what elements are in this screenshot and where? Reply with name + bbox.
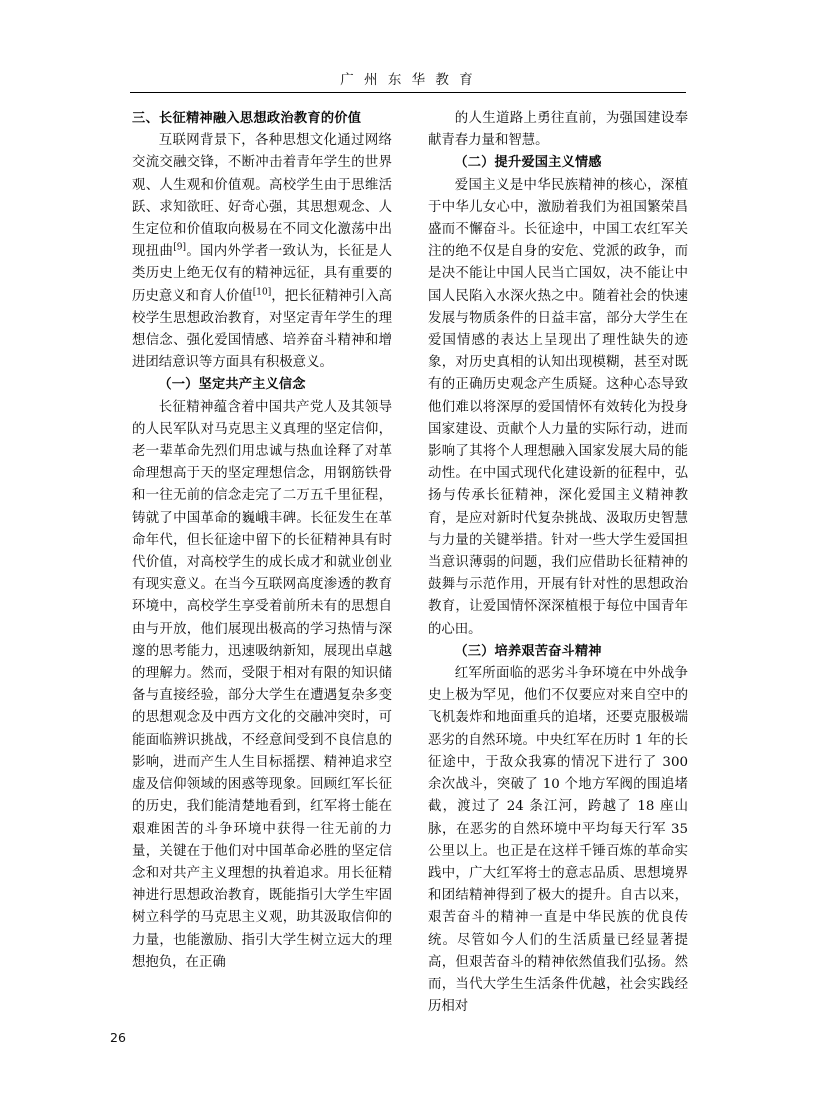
paragraph-intro bbox=[132, 130, 392, 374]
subheading-one: （一）坚定共产主义信念 bbox=[158, 377, 306, 393]
two-column-body bbox=[132, 108, 688, 1038]
page-number: 26 bbox=[110, 1030, 126, 1045]
paragraph-intro-part1: 互联网背景下，各种思想文化通过网络交流交融交锋，不断冲击着青年学生的世界观、人生观和价值观。高校学生由于思维活跃、求知欲旺、好奇心强，其思想观念、人生定位和价值取向极易在不同文化激荡中出现扭曲 bbox=[132, 133, 392, 260]
paragraph-continuation: 的人生道路上勇往直前，为强国建设奉献青春力量和智慧。 bbox=[428, 111, 688, 149]
paragraph-hard-work: 红军所面临的恶劣斗争环境在中外战争史上极为罕见，他们不仅要应对来自空中的飞机轰炸和地面重兵的追堵，还要克服极端恶劣的自然环境。中央红军在历时 1 年的长征途中，于敌众我寡的情况下进行了 300 余次战斗，突破了 10 个地方军阀的围追堵截，渡过了 24 条江河，跨越了 18 座山脉，在恶劣的自然环境中平均每天行军 35 公里以上。也正是在这样千锤百炼的革命实践中，广大红军将士的意志品质、思想境界和团结精神得到了极大的提升。自古以来，艰苦奋斗的精神一直是中华民族的优良传统。尽管如今人们的生活质量已经显著提高，但艰苦奋斗的精神依然值我们弘扬。然而，当代大学生生活条件优越，社会实践经历相对 bbox=[428, 666, 688, 1015]
citation-ref-10: [10] bbox=[252, 287, 272, 298]
paragraph-patriotism: 爱国主义是中华民族精神的核心，深植于中华儿女心中，激励着我们为祖国繁荣昌盛而不懈奋斗。长征途中，中国工农红军关注的绝不仅是自身的安危、党派的政争，而是决不能让中国人民当亡国奴，决不能让中国人民陷入水深火热之中。随着社会的快速发展与物质条件的日益丰富，部分大学生在爱国情感的表达上呈现出了理性缺失的迹象，对历史真相的认知出现模糊，甚至对既有的正确历史观念产生质疑。这种心态导致他们难以将深厚的爱国情怀有效转化为投身国家建设、贡献个人力量的实际行动，进而影响了其将个人理想融入国家发展大局的能动性。在中国式现代化建设新的征程中，弘扬与传承长征精神，深化爱国主义精神教育，是应对新时代复杂挑战、汲取历史智慧与力量的关键举措。针对一些大学生爱国担当意识薄弱的问题，我们应借助长征精神的鼓舞与示范作用，开展有针对性的思想政治教育，让爱国情怀深深植根于每位中国青年的心田。 bbox=[428, 177, 688, 637]
paragraph-intro-part2: 。国内外学者一致认为，长征是人类历史上绝无仅有的精神远征，具有重要的历史意义和育人价值 bbox=[132, 244, 393, 304]
section-heading: 三、长征精神融入思想政治教育的价值 bbox=[132, 111, 362, 126]
paragraph-intro-part3: ，把长征精神引入高校学生思想政治教育，对坚定青年学生的理想信念、强化爱国情感、培养奋斗精神和增进团结意识等方面具有积极意义。 bbox=[132, 288, 393, 371]
subheading-three: （三）培养艰苦奋斗精神 bbox=[454, 643, 602, 659]
subheading-two: （二）提升爱国主义情感 bbox=[454, 155, 602, 171]
header-divider bbox=[130, 92, 686, 93]
right-column bbox=[428, 108, 688, 1038]
citation-ref-9: [9] bbox=[173, 242, 186, 253]
left-column bbox=[132, 108, 392, 1038]
journal-title: 广 州 东 华 教 育 bbox=[340, 72, 476, 88]
paragraph-belief: 长征精神蕴含着中国共产党人及其领导的人民军队对马克思主义真理的坚定信仰，老一辈革命先烈们用忠诚与热血诠释了对革命理想高于天的坚定理想信念，用钢筋铁骨和一往无前的信念走完了二万五千里征程，铸就了中国革命的巍峨丰碑。长征发生在革命年代，但长征途中留下的长征精神具有时代价值，对高校学生的成长成才和就业创业有现实意义。在当今互联网高度渗透的教育环境中，高校学生享受着前所未有的思想自由与开放，他们展现出极高的学习热情与深邃的思考能力，迅速吸纳新知，展现出卓越的理解力。然而，受限于相对有限的知识储备与直接经验，部分大学生在遭遇复杂多变的思想观念及中西方文化的交融冲突时，可能面临辨识挑战，不经意间受到不良信息的影响，进而产生人生目标摇摆、精神追求空虚及信仰领域的困惑等现象。回顾红军长征的历史，我们能清楚地看到，红军将士能在艰难困苦的斗争环境中获得一往无前的力量，关键在于他们对中国革命必胜的坚定信念和对共产主义理想的执着追求。用长征精神进行思想政治教育，既能指引大学生牢固树立科学的马克思主义观，助其汲取信仰的力量，也能激励、指引大学生树立远大的理想抱负，在正确 bbox=[132, 399, 392, 970]
page-header bbox=[130, 68, 686, 88]
